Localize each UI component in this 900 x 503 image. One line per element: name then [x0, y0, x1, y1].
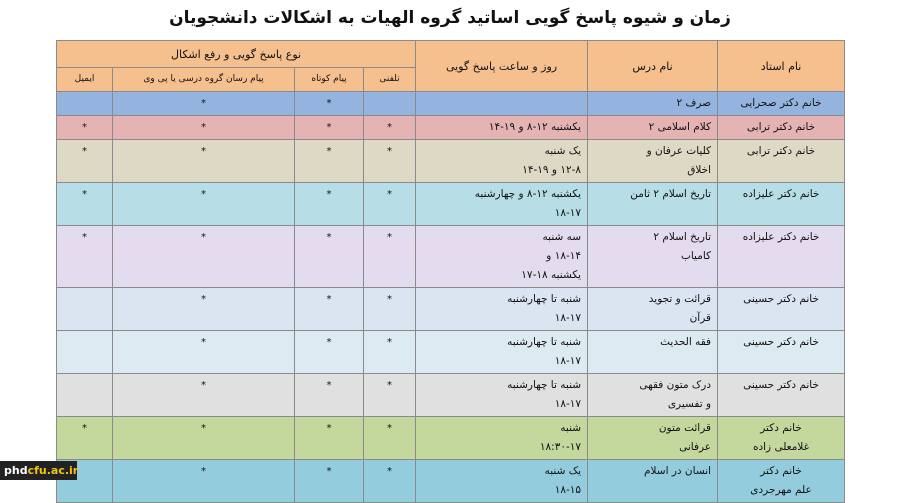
phone-mark: *	[364, 116, 416, 140]
course-line: تاریخ اسلام ۲	[653, 231, 712, 243]
time-cell	[416, 374, 588, 417]
phone-mark: *	[364, 417, 416, 460]
page-title: زمان و شیوه پاسخ گویی اساتید گروه الهیات به اشکالات دانشجویان	[169, 8, 731, 28]
sms-mark: *	[295, 92, 364, 116]
time-line: ۱۸-۱۷	[554, 355, 582, 367]
messenger-mark: *	[113, 183, 295, 226]
table-row	[57, 140, 845, 183]
phone-mark: *	[364, 374, 416, 417]
professor-cell: خانم دکتر علیزاده	[718, 226, 845, 288]
time-cell	[416, 140, 588, 183]
header-course: نام درس	[588, 41, 718, 92]
table-row	[57, 183, 845, 226]
messenger-mark: *	[113, 116, 295, 140]
time-cell	[416, 460, 588, 503]
sms-mark: *	[295, 460, 364, 503]
time-line: یکشنبه ۱۲-۸ و ۱۹-۱۴	[488, 121, 582, 133]
time-line: یکشنبه ۱۲-۸ و چهارشنبه	[474, 188, 582, 200]
header-method-group: نوع پاسخ گویی و رفع اشکال	[57, 41, 416, 68]
course-line: فقه الحدیث	[660, 336, 712, 348]
table-row	[57, 460, 845, 503]
course-cell	[588, 226, 718, 288]
sms-mark: *	[295, 116, 364, 140]
professor-cell: خانم دکتر حسینی	[718, 374, 845, 417]
time-cell	[416, 288, 588, 331]
course-cell	[588, 92, 718, 116]
course-cell	[588, 140, 718, 183]
messenger-mark: *	[113, 460, 295, 503]
time-line: شنبه تا چهارشنبه	[507, 379, 582, 391]
watermark-part2: cfu.ac.ir	[27, 464, 79, 477]
time-line: ۱۸-۱۵	[554, 484, 582, 496]
professor-cell: خانم دکتر صحرایی	[718, 92, 845, 116]
course-line: اخلاق	[687, 164, 712, 176]
professor-cell: خانم دکتر علیزاده	[718, 183, 845, 226]
professor-cell: خانم دکتر غلامعلی زاده	[718, 417, 845, 460]
time-line: شنبه تا چهارشنبه	[507, 336, 582, 348]
course-line: کامیاب	[680, 250, 712, 262]
time-line: ۱۸-۱۷	[554, 312, 582, 324]
time-cell	[416, 92, 588, 116]
messenger-mark: *	[113, 331, 295, 374]
messenger-mark: *	[113, 92, 295, 116]
email-mark	[57, 374, 113, 417]
site-watermark	[0, 461, 77, 480]
time-line: ۱۸-۱۴ و	[546, 250, 582, 262]
email-mark: *	[57, 183, 113, 226]
email-mark: *	[57, 417, 113, 460]
time-cell	[416, 417, 588, 460]
time-line: ۱۸-۱۷	[554, 207, 582, 219]
messenger-mark: *	[113, 374, 295, 417]
phone-mark: *	[364, 226, 416, 288]
course-line: قرائت و تجوید	[648, 293, 712, 305]
time-line: سه شنبه	[542, 231, 582, 243]
time-line: یکشنبه ۱۸-۱۷	[521, 269, 582, 281]
table-row	[57, 331, 845, 374]
course-cell	[588, 374, 718, 417]
table-row	[57, 92, 845, 116]
email-mark: *	[57, 140, 113, 183]
course-line: تاریخ اسلام ۲ ثامن	[630, 188, 712, 200]
schedule-table	[56, 40, 845, 503]
sms-mark: *	[295, 331, 364, 374]
sms-mark: *	[295, 374, 364, 417]
course-cell	[588, 331, 718, 374]
time-line: شنبه تا چهارشنبه	[507, 293, 582, 305]
professor-cell: خانم دکتر ترابی	[718, 140, 845, 183]
course-line: کلیات عرفان و	[646, 145, 712, 157]
professor-cell: خانم دکتر حسینی	[718, 288, 845, 331]
header-email: ایمیل	[57, 68, 113, 92]
time-line: شنبه	[560, 422, 582, 434]
course-cell	[588, 288, 718, 331]
time-cell	[416, 331, 588, 374]
email-mark	[57, 288, 113, 331]
table-row	[57, 116, 845, 140]
table-row	[57, 417, 845, 460]
course-line: قرائت متون	[658, 422, 712, 434]
professor-cell: خانم دکتر حسینی	[718, 331, 845, 374]
messenger-mark: *	[113, 140, 295, 183]
sms-mark: *	[295, 140, 364, 183]
time-line: ۱۲-۸ و ۱۹-۱۴	[522, 164, 582, 176]
email-mark	[57, 92, 113, 116]
sms-mark: *	[295, 226, 364, 288]
messenger-mark: *	[113, 288, 295, 331]
course-cell	[588, 116, 718, 140]
course-line: انسان در اسلام	[644, 465, 712, 477]
messenger-mark: *	[113, 417, 295, 460]
time-line: ۱۸:۳۰-۱۷	[539, 441, 582, 453]
header-phone: تلفنی	[364, 68, 416, 92]
course-line: عرفانی	[679, 441, 712, 453]
table-row	[57, 288, 845, 331]
course-cell	[588, 460, 718, 503]
header-professor: نام استاد	[718, 41, 845, 92]
course-line: قرآن	[689, 312, 712, 324]
watermark-part1: phd	[4, 464, 28, 477]
phone-mark: *	[364, 288, 416, 331]
time-cell	[416, 116, 588, 140]
sms-mark: *	[295, 183, 364, 226]
time-cell	[416, 183, 588, 226]
sms-mark: *	[295, 417, 364, 460]
time-cell	[416, 226, 588, 288]
schedule-body	[57, 92, 845, 503]
time-line: یک شنبه	[544, 465, 582, 477]
messenger-mark: *	[113, 226, 295, 288]
email-mark	[57, 331, 113, 374]
professor-cell: خانم دکتر علم مهرجردی	[718, 460, 845, 503]
phone-mark: *	[364, 183, 416, 226]
course-line: و تفسیری	[667, 398, 712, 410]
phone-mark: *	[364, 140, 416, 183]
phone-mark	[364, 92, 416, 116]
professor-cell: خانم دکتر ترابی	[718, 116, 845, 140]
email-mark: *	[57, 116, 113, 140]
course-cell	[588, 183, 718, 226]
header-time: روز و ساعت پاسخ گویی	[416, 41, 588, 92]
email-mark: *	[57, 226, 113, 288]
course-line: صرف ۲	[676, 97, 712, 109]
phone-mark: *	[364, 331, 416, 374]
header-messenger: پیام رسان گروه درسی یا پی وی	[113, 68, 295, 92]
course-cell	[588, 417, 718, 460]
time-line: ۱۸-۱۷	[554, 398, 582, 410]
table-row	[57, 226, 845, 288]
table-row	[57, 374, 845, 417]
phone-mark: *	[364, 460, 416, 503]
header-sms: پیام کوتاه	[295, 68, 364, 92]
sms-mark: *	[295, 288, 364, 331]
course-line: درک متون فقهی	[639, 379, 712, 391]
course-line: کلام اسلامی ۲	[648, 121, 712, 133]
time-line: یک شنبه	[544, 145, 582, 157]
